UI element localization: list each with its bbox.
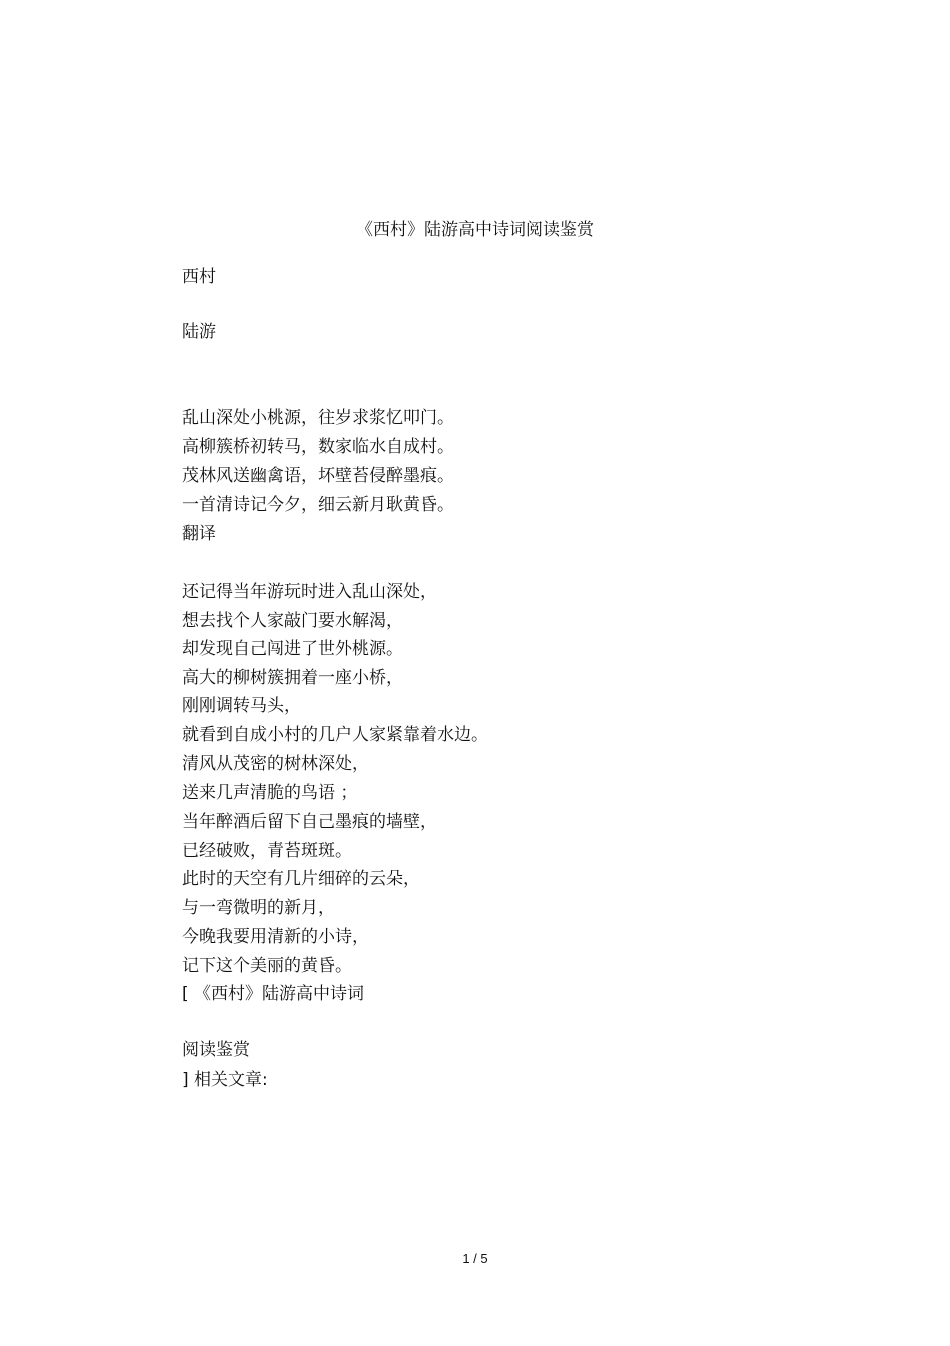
translation-heading: 翻译 <box>182 524 216 544</box>
translation-line: 想去找个人家敲门要水解渴， <box>182 611 403 631</box>
translation-line: 已经破败，青苔斑斑。 <box>182 841 352 861</box>
related-link-text[interactable]: [ 《西村》陆游高中诗词 <box>182 984 365 1004</box>
poem-line: 高柳簇桥初转马，数家临水自成村。 <box>182 437 454 457</box>
translation-line: 记下这个美丽的黄昏。 <box>182 956 352 976</box>
translation-line: 送来几声清脆的鸟语 ； <box>182 783 358 803</box>
page-number: 1 / 5 <box>462 1251 488 1266</box>
translation-line: 今晚我要用清新的小诗， <box>182 927 369 947</box>
document-title: 《西村》陆游高中诗词阅读鉴赏 <box>356 220 594 240</box>
translation-line: 刚刚调转马头， <box>182 696 301 716</box>
related-link-text-continued[interactable]: 阅读鉴赏 <box>182 1040 250 1060</box>
translation-line: 清风从茂密的树林深处， <box>182 754 369 774</box>
translation-line: 还记得当年游玩时进入乱山深处， <box>182 582 437 602</box>
translation-line: 与一弯微明的新月， <box>182 898 335 918</box>
translation-line: 却发现自己闯进了世外桃源。 <box>182 639 403 659</box>
poem-line: 乱山深处小桃源，往岁求浆忆叩门。 <box>182 408 454 428</box>
poem-title: 西村 <box>182 267 216 287</box>
translation-line: 当年醉酒后留下自己墨痕的墙壁， <box>182 812 437 832</box>
translation-line: 就看到自成小村的几户人家紧靠着水边。 <box>182 725 488 745</box>
translation-line: 此时的天空有几片细碎的云朵， <box>182 869 420 889</box>
translation-line: 高大的柳树簇拥着一座小桥， <box>182 668 403 688</box>
related-articles-label: ] 相关文章: <box>182 1070 268 1090</box>
poem-author: 陆游 <box>182 322 216 342</box>
poem-line: 一首清诗记今夕，细云新月耿黄昏。 <box>182 495 454 515</box>
poem-line: 茂林风送幽禽语，坏壁苔侵醉墨痕。 <box>182 466 454 486</box>
